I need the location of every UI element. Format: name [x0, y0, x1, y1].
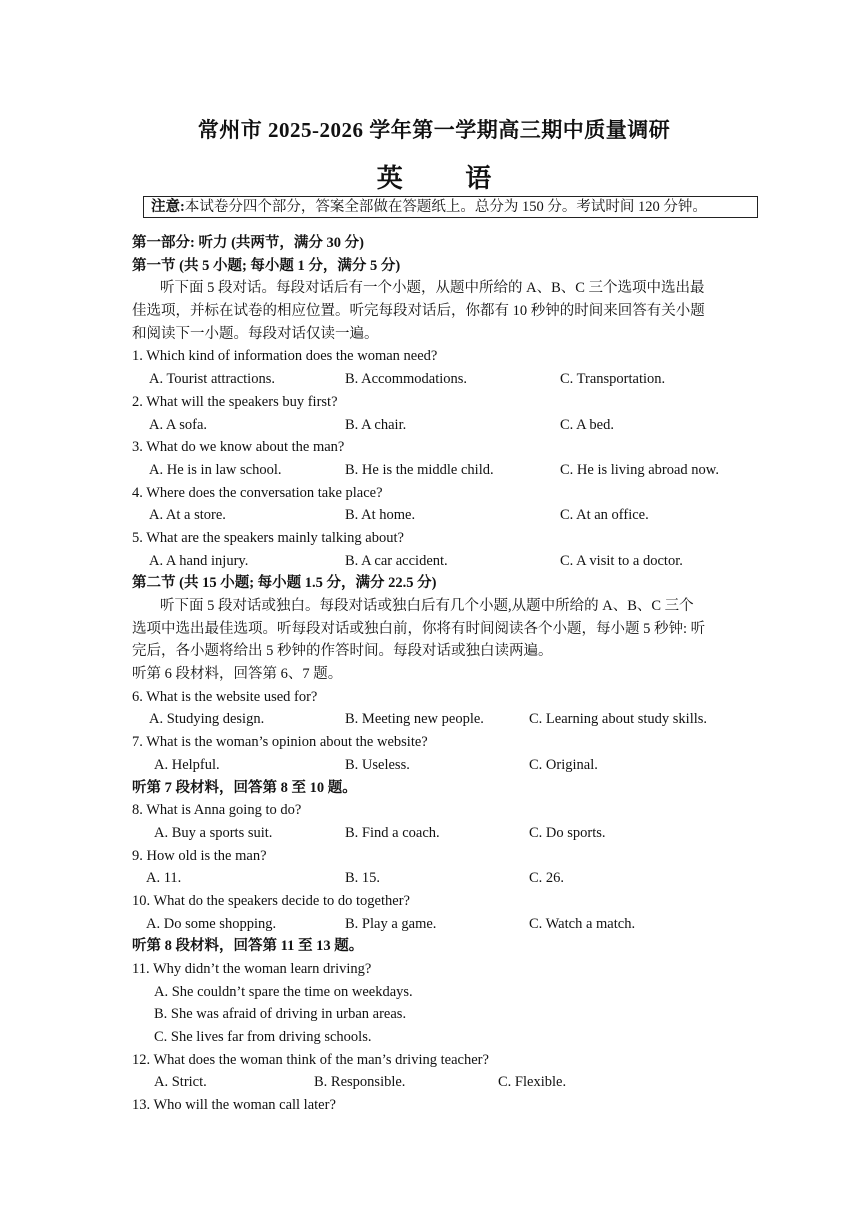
option-a: A. Helpful. [154, 756, 220, 773]
option-c: C. A bed. [560, 416, 614, 433]
options-row [132, 459, 742, 482]
notice-text: 本试卷分四个部分，答案全部做在答题纸上。总分为 150 分。考试时间 120 分钟。 [184, 199, 707, 215]
option-b: B. Accommodations. [345, 371, 468, 388]
options-row [132, 414, 742, 437]
option-c: C. Watch a match. [529, 915, 636, 932]
instruction-line: 听下面 5 段对话或独白。每段对话或独白后有几个小题,从题中所给的 A、B、C 三个 [160, 598, 694, 614]
option-a: A. He is in law school. [149, 461, 282, 478]
option-a: A. She couldn’t spare the time on weekdays. [154, 983, 413, 1000]
question-stem: 13. Who will the woman call later? [132, 1097, 336, 1114]
exam-title: 常州市 2025-2026 学年第一学期高三期中质量调研 [197, 118, 671, 142]
option-c: C. Transportation. [560, 371, 666, 388]
question-stem: 4. Where does the conversation take place? [132, 484, 383, 501]
option-c: C. Do sports. [529, 824, 606, 841]
option-c: C. At an office. [560, 507, 649, 524]
question-stem: 10. What do the speakers decide to do together? [132, 892, 410, 909]
notice-box [143, 196, 758, 218]
question-stem: 6. What is the website used for? [132, 688, 318, 705]
question-stem: 8. What is Anna going to do? [132, 802, 302, 819]
option-b: B. At home. [345, 507, 416, 524]
option-c: C. Original. [529, 756, 598, 773]
question-stem: 7. What is the woman’s opinion about the website? [132, 734, 428, 751]
option-a: A. At a store. [149, 507, 226, 524]
option-b: B. Play a game. [345, 915, 437, 932]
question-stem: 11. Why didn’t the woman learn driving? [132, 961, 372, 977]
options-row [132, 822, 742, 845]
question-stem: 1. Which kind of information does the woman need? [132, 348, 438, 365]
question-stem: 3. What do we know about the man? [132, 439, 345, 456]
part-heading: 第一部分: 听力 (共两节，满分 30 分) [132, 235, 364, 251]
option-b: B. Responsible. [314, 1074, 406, 1091]
option-b: B. 15. [345, 870, 381, 887]
instruction-line: 和阅读下一小题。每段对话仅读一遍。 [132, 325, 379, 342]
question-stem: 12. What does the woman think of the man’s driving teacher? [132, 1051, 489, 1068]
options-row [132, 754, 742, 777]
options-row [132, 504, 742, 527]
section-heading: 第一节 (共 5 小题; 每小题 1 分，满分 5 分) [132, 257, 401, 274]
option-a: A. Do some shopping. [146, 915, 277, 932]
option-a: A. A sofa. [149, 416, 207, 433]
option-a: A. Buy a sports suit. [154, 824, 273, 841]
question-stem: 5. What are the speakers mainly talking about? [132, 529, 404, 546]
option-b: B. She was afraid of driving in urban areas. [154, 1006, 407, 1023]
option-a: A. Studying design. [149, 711, 265, 728]
options-row [132, 867, 742, 890]
material-heading: 听第 7 段材料，回答第 8 至 10 题。 [132, 779, 357, 796]
material-heading: 听第 6 段材料，回答第 6、7 题。 [132, 666, 343, 683]
option-a: A. A hand injury. [149, 552, 249, 569]
options-row [132, 550, 742, 573]
instruction-line: 选项中选出最佳选项。听每段对话或独白前，你将有时间阅读各个小题，每小题 5 秒钟: 听 [132, 620, 706, 637]
instruction-line: 佳选项，并标在试卷的相应位置。听完每段对话后，你都有 10 秒钟的时间来回答有关小题 [132, 303, 705, 320]
options-row [132, 1071, 742, 1094]
option-b: B. Useless. [345, 756, 410, 773]
options-row [132, 368, 742, 391]
exam-content [132, 232, 742, 1117]
option-a: A. Tourist attractions. [149, 371, 275, 388]
option-b: B. A car accident. [345, 552, 448, 569]
option-c: C. He is living abroad now. [560, 461, 719, 478]
option-c: C. Learning about study skills. [529, 711, 708, 728]
option-b: B. Find a coach. [345, 824, 440, 841]
question-stem: 2. What will the speakers buy first? [132, 393, 338, 410]
option-c: C. She lives far from driving schools. [154, 1029, 372, 1046]
option-c: C. Flexible. [498, 1074, 567, 1091]
question-stem: 9. How old is the man? [132, 847, 267, 864]
section-heading: 第二节 (共 15 小题; 每小题 1.5 分，满分 22.5 分) [132, 575, 437, 592]
option-a: A. Strict. [154, 1074, 207, 1091]
options-row [132, 708, 742, 731]
option-c: C. A visit to a doctor. [560, 552, 683, 569]
material-heading: 听第 8 段材料，回答第 11 至 13 题。 [132, 938, 364, 955]
notice-lead: 注意: [151, 199, 185, 215]
subject-title: 英 语 [376, 164, 520, 193]
option-a: A. 11. [146, 870, 182, 887]
option-b: B. He is the middle child. [345, 461, 494, 478]
option-b: B. A chair. [345, 416, 407, 433]
instruction-line: 听下面 5 段对话。每段对话后有一个小题，从题中所给的 A、B、C 三个选项中选出最 [160, 280, 705, 297]
instruction-line: 完后，各小题将给出 5 秒钟的作答时间。每段对话或独白读两遍。 [132, 643, 553, 660]
options-row [132, 913, 742, 936]
option-c: C. 26. [529, 870, 565, 887]
option-b: B. Meeting new people. [345, 711, 484, 728]
